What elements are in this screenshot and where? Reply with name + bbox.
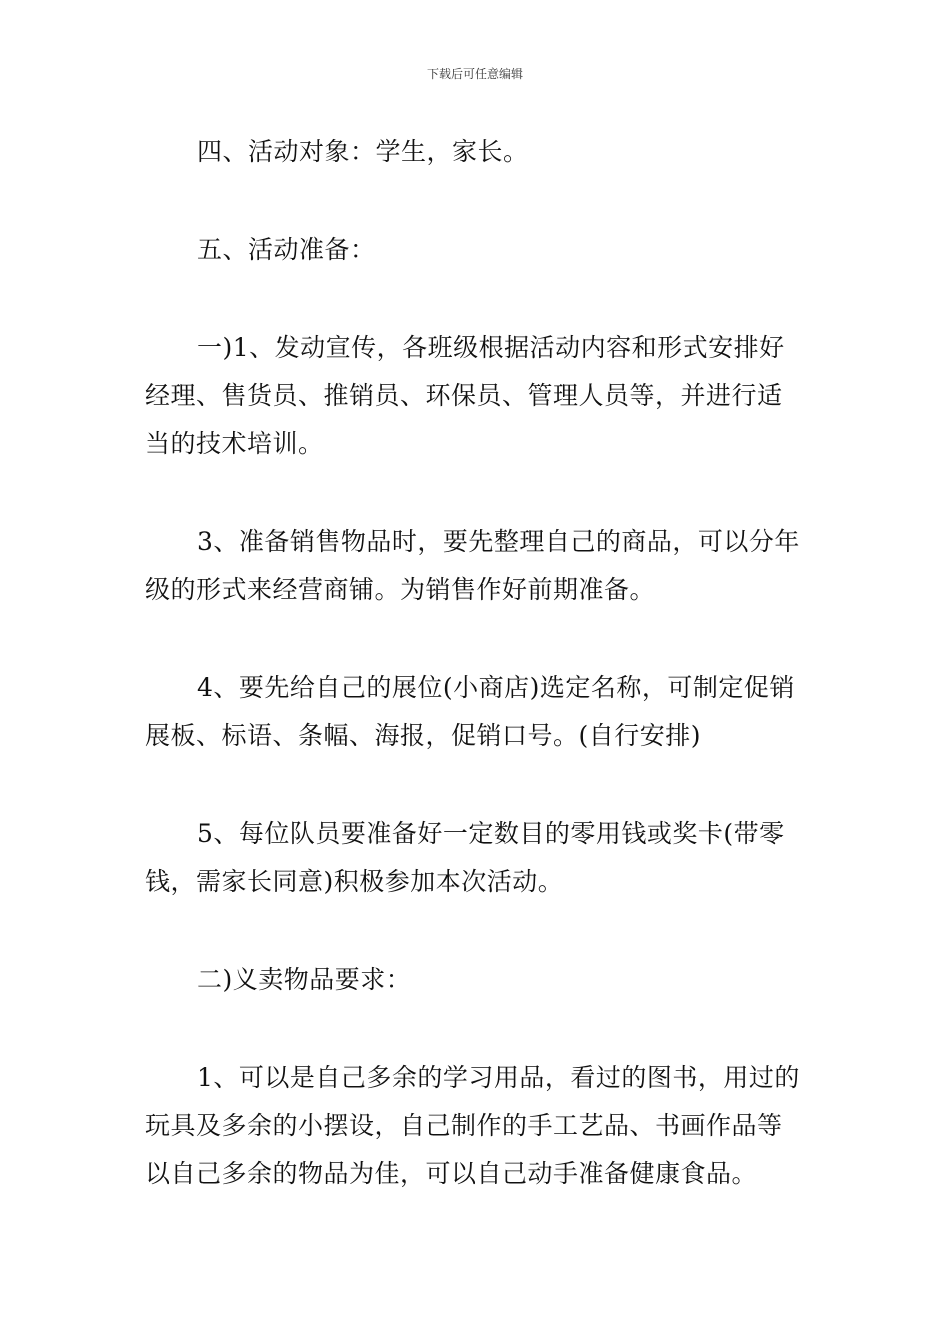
paragraph-publicity bbox=[145, 324, 810, 468]
paragraph-prepare-goods bbox=[145, 518, 810, 614]
paragraph-line: 一)1、发动宣传，各班级根据活动内容和形式安排好 bbox=[197, 333, 785, 362]
paragraph-line: 1、可以是自己多余的学习用品，看过的图书，用过的 bbox=[197, 1063, 800, 1092]
paragraph-activity-target bbox=[145, 128, 810, 176]
paragraph-line: 二)义卖物品要求： bbox=[197, 965, 412, 994]
paragraph-line: 4、要先给自己的展位(小商店)选定名称，可制定促销 bbox=[197, 673, 795, 702]
paragraph-line: 经理、售货员、推销员、环保员、管理人员等，并进行适 bbox=[145, 381, 783, 410]
paragraph-line: 钱，需家长同意)积极参加本次活动。 bbox=[145, 867, 564, 896]
paragraph-line: 当的技术培训。 bbox=[145, 429, 324, 458]
paragraph-line: 级的形式来经营商铺。为销售作好前期准备。 bbox=[145, 575, 656, 604]
paragraph-line: 3、准备销售物品时，要先整理自己的商品，可以分年 bbox=[197, 527, 800, 556]
paragraph-line: 5、每位队员要准备好一定数目的零用钱或奖卡(带零 bbox=[197, 819, 785, 848]
paragraph-item-types bbox=[145, 1054, 810, 1198]
paragraph-activity-preparation bbox=[145, 226, 810, 274]
paragraph-line: 四、活动对象：学生，家长。 bbox=[197, 137, 529, 166]
paragraph-booth-name bbox=[145, 664, 810, 760]
paragraph-item-requirements bbox=[145, 956, 810, 1004]
document-body bbox=[145, 128, 810, 1198]
paragraph-line: 展板、标语、条幅、海报，促销口号。(自行安排) bbox=[145, 721, 702, 750]
paragraph-pocket-money bbox=[145, 810, 810, 906]
paragraph-line: 五、活动准备： bbox=[197, 235, 376, 264]
page-header: 下载后可任意编辑 bbox=[426, 67, 523, 81]
paragraph-line: 玩具及多余的小摆设，自己制作的手工艺品、书画作品等 bbox=[145, 1111, 783, 1140]
paragraph-line: 以自己多余的物品为佳，可以自己动手准备健康食品。 bbox=[145, 1159, 758, 1188]
